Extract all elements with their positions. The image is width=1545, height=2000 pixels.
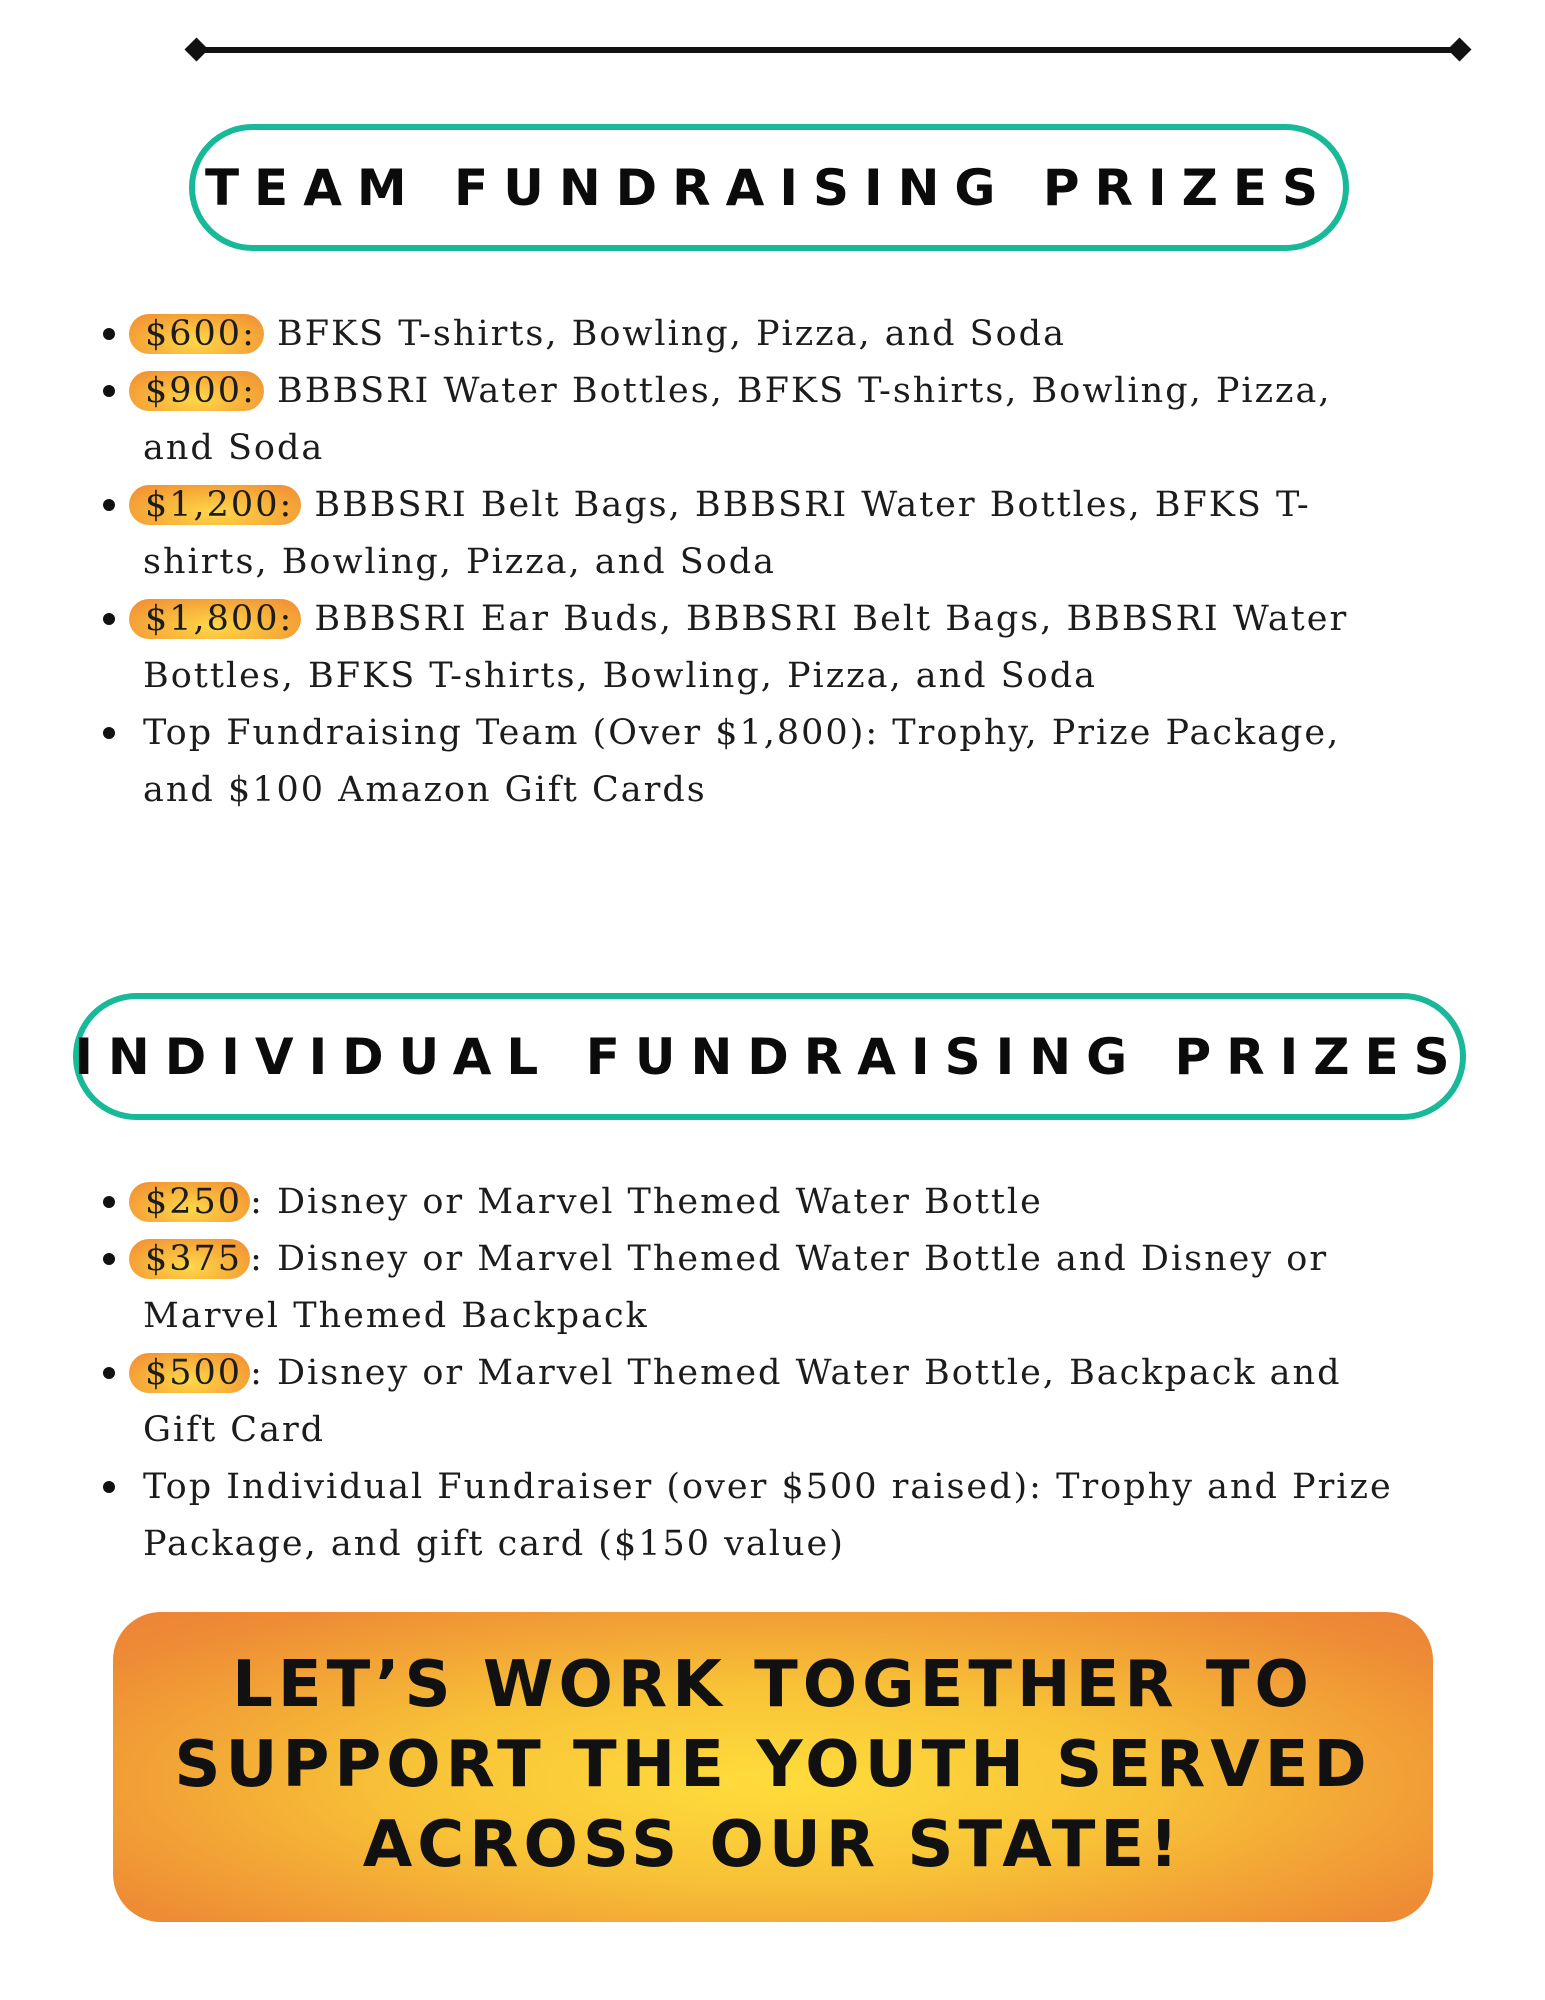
team-prizes-heading-box bbox=[189, 124, 1349, 251]
bullet-icon bbox=[103, 499, 115, 511]
prize-description: BBBSRI Belt Bags, BBBSRI Water Bottles, BFKS T-shirts, Bowling, Pizza, and Soda bbox=[143, 485, 1311, 582]
prize-description: BBBSRI Water Bottles, BFKS T-shirts, Bowling, Pizza, and Soda bbox=[143, 371, 1332, 468]
individual-prizes-list bbox=[103, 1174, 1413, 1573]
individual-prizes-title: INDIVIDUAL FUNDRAISING PRIZES bbox=[74, 1027, 1465, 1086]
prize-amount-highlight: $250 bbox=[129, 1182, 250, 1222]
prize-list-item bbox=[103, 705, 1403, 819]
prize-amount-highlight: $600: bbox=[129, 314, 264, 354]
prize-list-item bbox=[103, 306, 1403, 363]
prize-description: : Disney or Marvel Themed Water Bottle, Backpack and Gift Card bbox=[143, 1353, 1342, 1450]
call-to-action-banner bbox=[113, 1612, 1433, 1922]
prize-description: BBBSRI Ear Buds, BBBSRI Belt Bags, BBBSRI Water Bottles, BFKS T-shirts, Bowling, Pizza, and Soda bbox=[143, 599, 1349, 696]
prize-description: : Disney or Marvel Themed Water Bottle and Disney or Marvel Themed Backpack bbox=[143, 1239, 1329, 1336]
bullet-icon bbox=[103, 328, 115, 340]
team-prizes-title: TEAM FUNDRAISING PRIZES bbox=[204, 158, 1334, 217]
bullet-icon bbox=[103, 1253, 115, 1265]
prize-amount-highlight: $500 bbox=[129, 1353, 250, 1393]
bullet-icon bbox=[103, 1367, 115, 1379]
individual-prizes-heading-box bbox=[73, 993, 1466, 1120]
prize-description: : Disney or Marvel Themed Water Bottle bbox=[250, 1182, 1043, 1222]
prize-amount-highlight: $900: bbox=[129, 371, 264, 411]
divider-line bbox=[198, 47, 1458, 53]
prize-description: BFKS T-shirts, Bowling, Pizza, and Soda bbox=[263, 314, 1066, 354]
call-to-action-text: LET’S WORK TOGETHER TO SUPPORT THE YOUTH SERVED ACROSS OUR STATE! bbox=[174, 1648, 1372, 1882]
bullet-icon bbox=[103, 1196, 115, 1208]
prize-amount-highlight: $375 bbox=[129, 1239, 250, 1279]
prize-list-item bbox=[103, 1345, 1413, 1459]
prize-amount-highlight: $1,800: bbox=[129, 599, 301, 639]
prize-list-item bbox=[103, 363, 1403, 477]
bullet-icon bbox=[103, 1481, 115, 1493]
prize-description: Top Fundraising Team (Over $1,800): Trophy, Prize Package, and $100 Amazon Gift Cards bbox=[143, 713, 1341, 810]
prize-list-item bbox=[103, 591, 1403, 705]
divider-diamond-right bbox=[1447, 37, 1471, 61]
bullet-icon bbox=[103, 613, 115, 625]
prize-description: Top Individual Fundraiser (over $500 raised): Trophy and Prize Package, and gift card ($150 value) bbox=[143, 1467, 1393, 1564]
prize-list-item bbox=[103, 1231, 1413, 1345]
prize-list-item bbox=[103, 1174, 1413, 1231]
prize-list-item bbox=[103, 477, 1403, 591]
prize-amount-highlight: $1,200: bbox=[129, 485, 301, 525]
prize-list-item bbox=[103, 1459, 1413, 1573]
bullet-icon bbox=[103, 385, 115, 397]
bullet-icon bbox=[103, 727, 115, 739]
team-prizes-list bbox=[103, 306, 1403, 819]
